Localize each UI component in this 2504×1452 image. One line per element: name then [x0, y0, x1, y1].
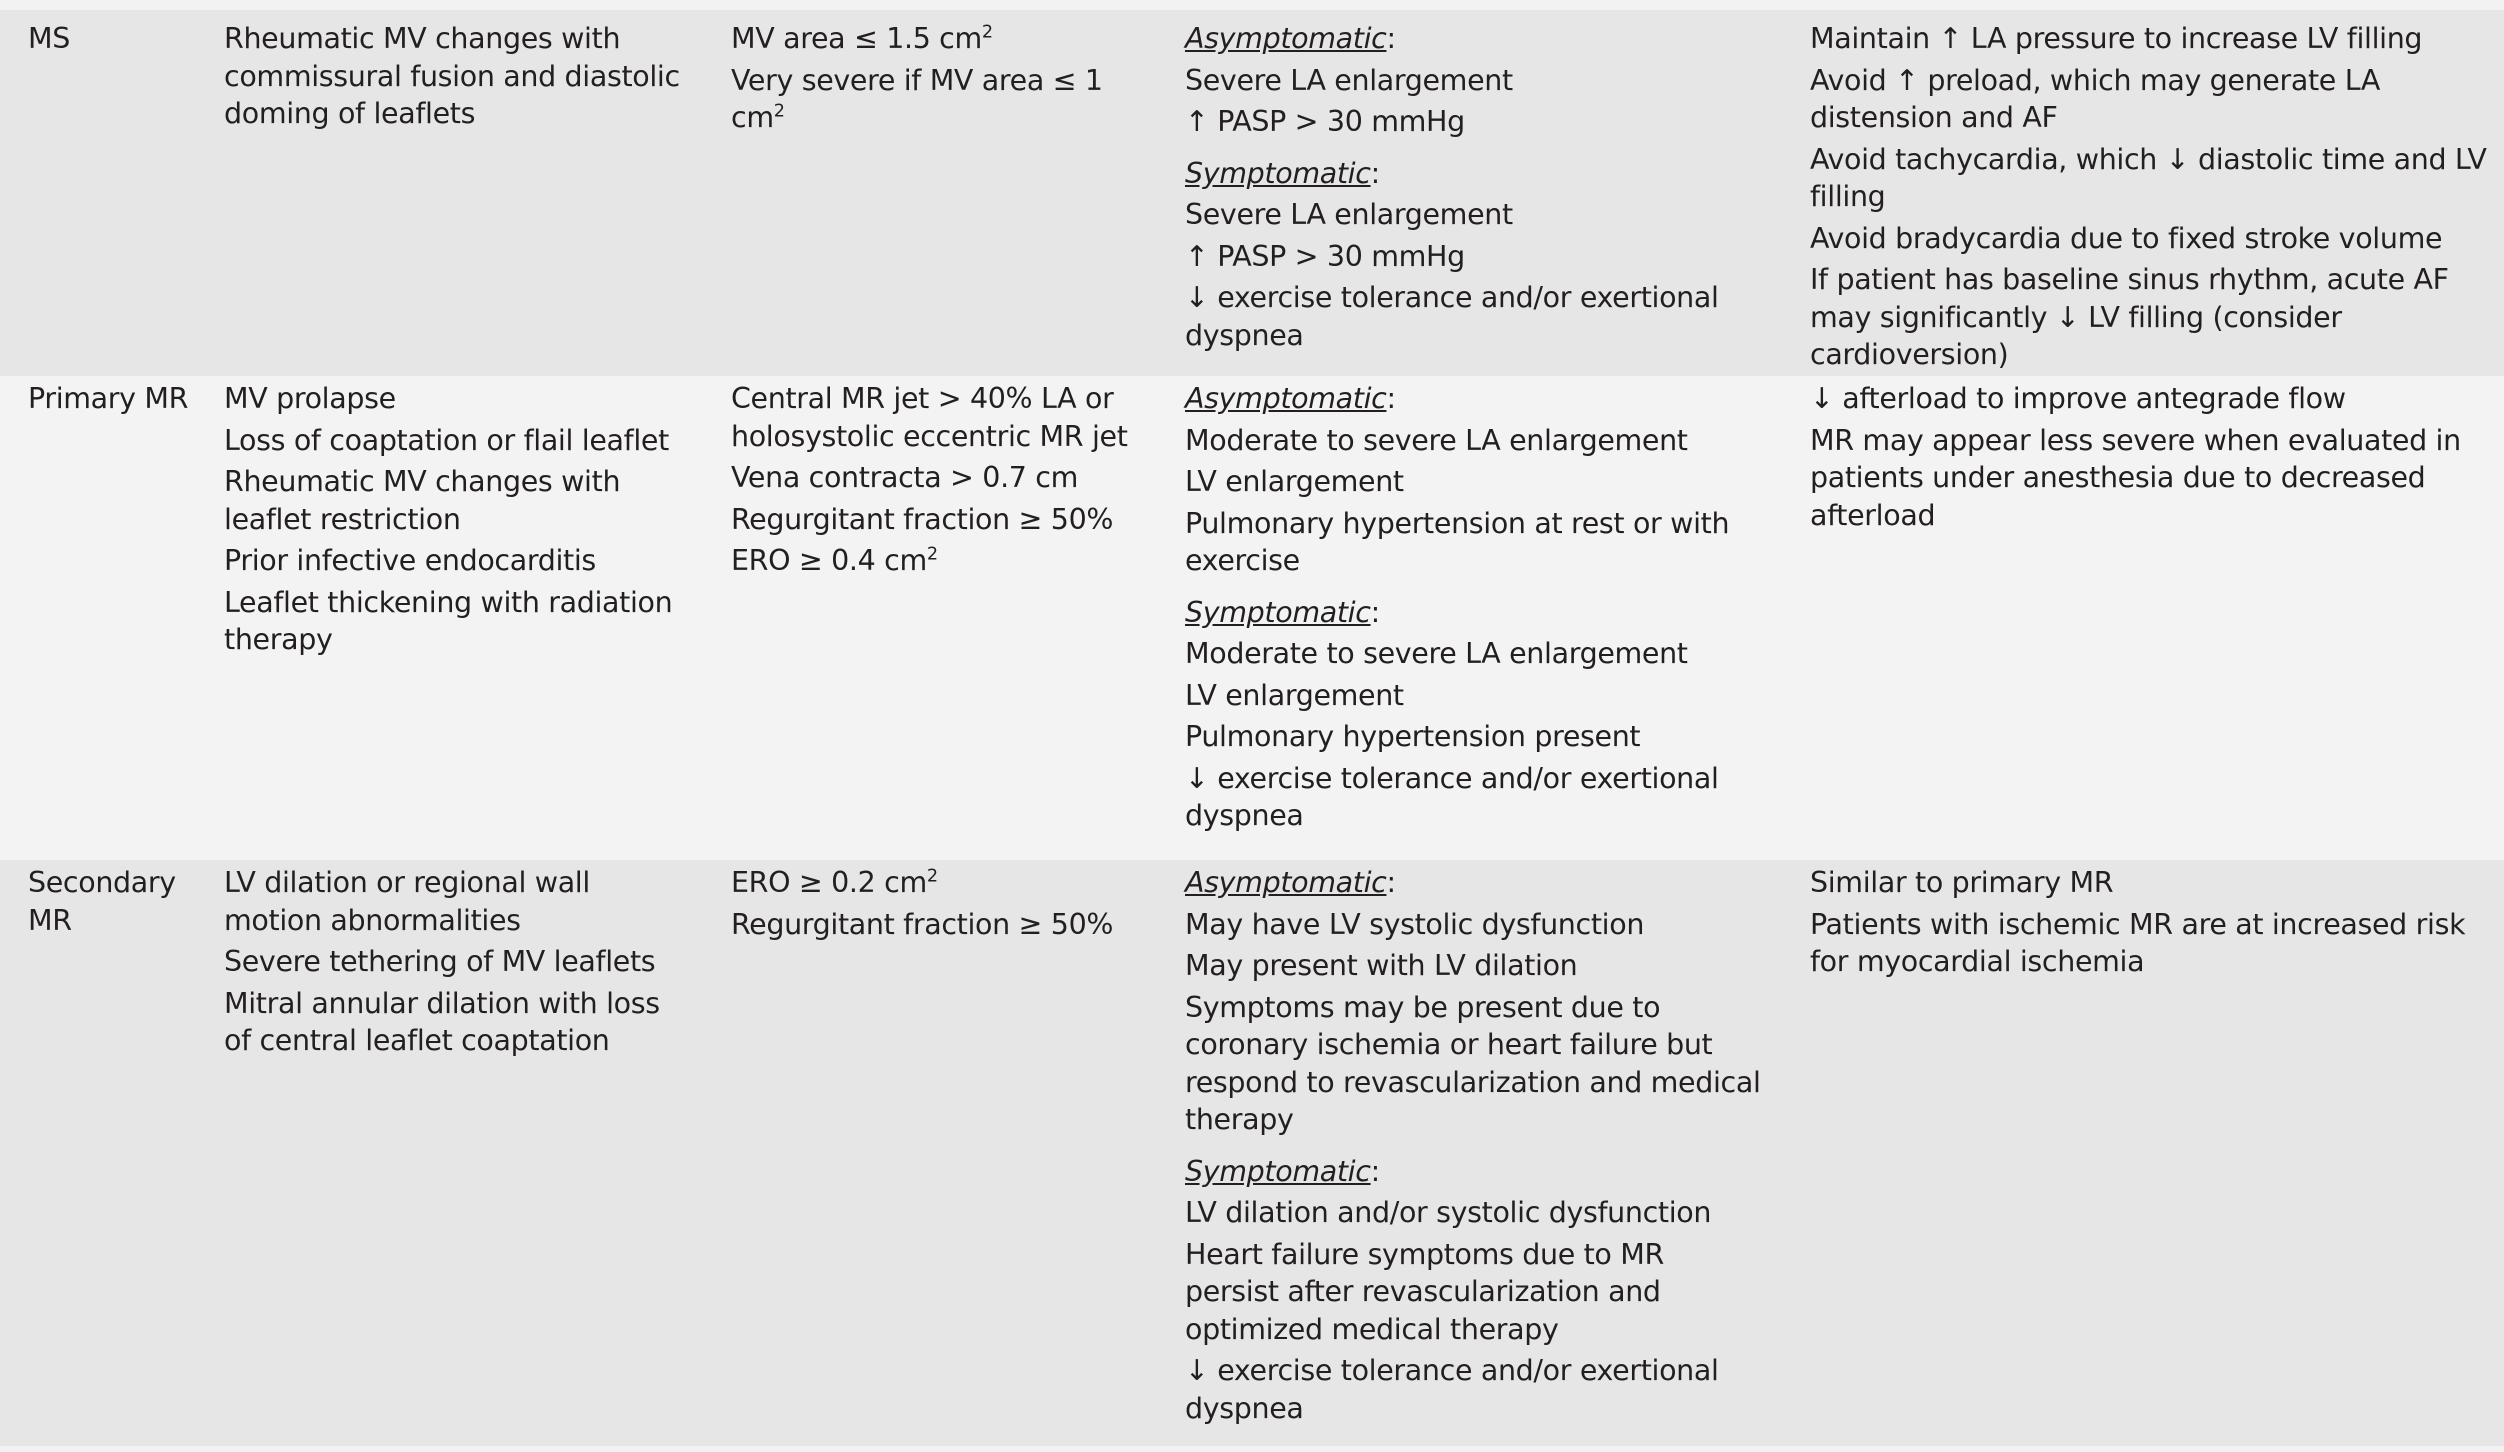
management-cell — [1810, 380, 2490, 538]
group-label: Symptomatic: — [1185, 156, 1380, 190]
management-item: Maintain ↑ LA pressure to increase LV filling — [1810, 22, 2423, 55]
top-divider — [0, 0, 2504, 10]
symptom-group — [1185, 20, 1765, 141]
pathology-cell — [224, 20, 694, 137]
symptom-group — [1185, 864, 1765, 1139]
pathology-item: Rheumatic MV changes with leaflet restriction — [224, 465, 621, 536]
pathology-cell — [224, 380, 694, 663]
severity-item: Very severe if MV area ≤ 1 $cm^2$ — [731, 63, 1103, 134]
symptom-group — [1185, 594, 1765, 835]
symptoms-cell — [1185, 380, 1765, 839]
symptom-item: Heart failure symptoms due to MR persist after revascularization and optimized medical therapy — [1185, 1237, 1664, 1346]
symptom-item: ↑ PASP > 30 mmHg — [1185, 105, 1465, 138]
pathology-item: Rheumatic MV changes with commissural fusion and diastolic doming of leaflets — [224, 22, 680, 130]
pathology-item: LV dilation or regional wall motion abnormalities — [224, 866, 590, 937]
bottom-divider — [0, 1446, 2504, 1452]
table-row — [0, 860, 2504, 1446]
pathology-item: Loss of coaptation or flail leaflet — [224, 423, 669, 457]
pathology-item: Prior infective endocarditis — [224, 544, 596, 577]
management-cell — [1810, 864, 2490, 985]
pathology-item: Severe tethering of MV leaflets — [224, 945, 656, 978]
symptom-item: ↓ exercise tolerance and/or exertional dyspnea — [1185, 1354, 1719, 1425]
symptom-item: Severe LA enlargement — [1185, 63, 1513, 97]
severity-item: Regurgitant fraction ≥ 50% — [731, 502, 1114, 536]
management-item: MR may appear less severe when evaluated in patients under anesthesia due to decreased afterload — [1810, 423, 2461, 532]
management-item: Avoid ↑ preload, which may generate LA distension and AF — [1810, 63, 2381, 134]
pathology-cell — [224, 864, 694, 1064]
pathology-item: Leaflet thickening with radiation therapy — [224, 585, 673, 656]
group-label: Symptomatic: — [1185, 1154, 1380, 1188]
severity-item: Vena contracta > 0.7 cm — [731, 461, 1079, 494]
severity-item: Central MR jet > 40% LA or holosystolic eccentric MR jet — [731, 382, 1128, 453]
condition-cell: Secondary MR — [28, 866, 176, 937]
symptom-item: Moderate to severe LA enlargement — [1185, 637, 1688, 670]
symptom-item: May present with LV dilation — [1185, 949, 1578, 982]
symptom-item: ↑ PASP > 30 mmHg — [1185, 239, 1465, 273]
management-item: Similar to primary MR — [1810, 866, 2114, 899]
severity-cell — [731, 20, 1151, 141]
symptom-item: May have LV systolic dysfunction — [1185, 907, 1645, 941]
symptoms-cell — [1185, 20, 1765, 358]
management-cell — [1810, 20, 2490, 378]
condition-cell: Primary MR — [28, 382, 189, 415]
group-label: Asymptomatic: — [1185, 22, 1396, 55]
severity-cell — [731, 380, 1151, 584]
severity-item: MV area ≤ 1.5 $cm^2$ — [731, 22, 993, 55]
group-label: Asymptomatic: — [1185, 382, 1396, 415]
symptom-item: ↓ exercise tolerance and/or exertional dyspnea — [1185, 761, 1719, 832]
symptom-group — [1185, 155, 1765, 355]
severity-item: Regurgitant fraction ≥ 50% — [731, 907, 1114, 941]
condition-cell: MS — [28, 22, 70, 55]
symptom-item: ↓ exercise tolerance and/or exertional dyspnea — [1185, 281, 1719, 352]
management-item: Patients with ischemic MR are at increased risk for myocardial ischemia — [1810, 907, 2466, 978]
symptom-item: LV dilation and/or systolic dysfunction — [1185, 1196, 1712, 1229]
severity-cell — [731, 864, 1151, 947]
pathology-item: Mitral annular dilation with loss of central leaflet coaptation — [224, 986, 660, 1057]
symptom-item: Pulmonary hypertension at rest or with exercise — [1185, 506, 1730, 577]
symptom-item: Severe LA enlargement — [1185, 198, 1513, 231]
severity-item: ERO ≥ 0.2 $cm^2$ — [731, 866, 938, 899]
table-row — [0, 376, 2504, 860]
symptom-item: Symptoms may be present due to coronary ischemia or heart failure but respond to revascularization and medical therapy — [1185, 990, 1761, 1136]
severity-item: ERO ≥ 0.4 $cm^2$ — [731, 544, 938, 577]
symptom-group — [1185, 380, 1765, 580]
symptom-group — [1185, 1153, 1765, 1428]
symptom-item: Pulmonary hypertension present — [1185, 720, 1641, 753]
symptom-item: LV enlargement — [1185, 465, 1404, 498]
symptom-item: LV enlargement — [1185, 678, 1404, 712]
pathology-item: MV prolapse — [224, 382, 396, 415]
table-row — [0, 10, 2504, 376]
symptom-item: Moderate to severe LA enlargement — [1185, 423, 1688, 457]
management-item: Avoid tachycardia, which ↓ diastolic time and LV filling — [1810, 142, 2487, 213]
group-label: Symptomatic: — [1185, 595, 1380, 629]
management-item: If patient has baseline sinus rhythm, acute AF may significantly ↓ LV filling (consider cardioversion) — [1810, 263, 2449, 371]
management-item: Avoid bradycardia due to fixed stroke volume — [1810, 221, 2443, 255]
symptoms-cell — [1185, 864, 1765, 1431]
management-item: ↓ afterload to improve antegrade flow — [1810, 382, 2346, 415]
group-label: Asymptomatic: — [1185, 866, 1396, 899]
